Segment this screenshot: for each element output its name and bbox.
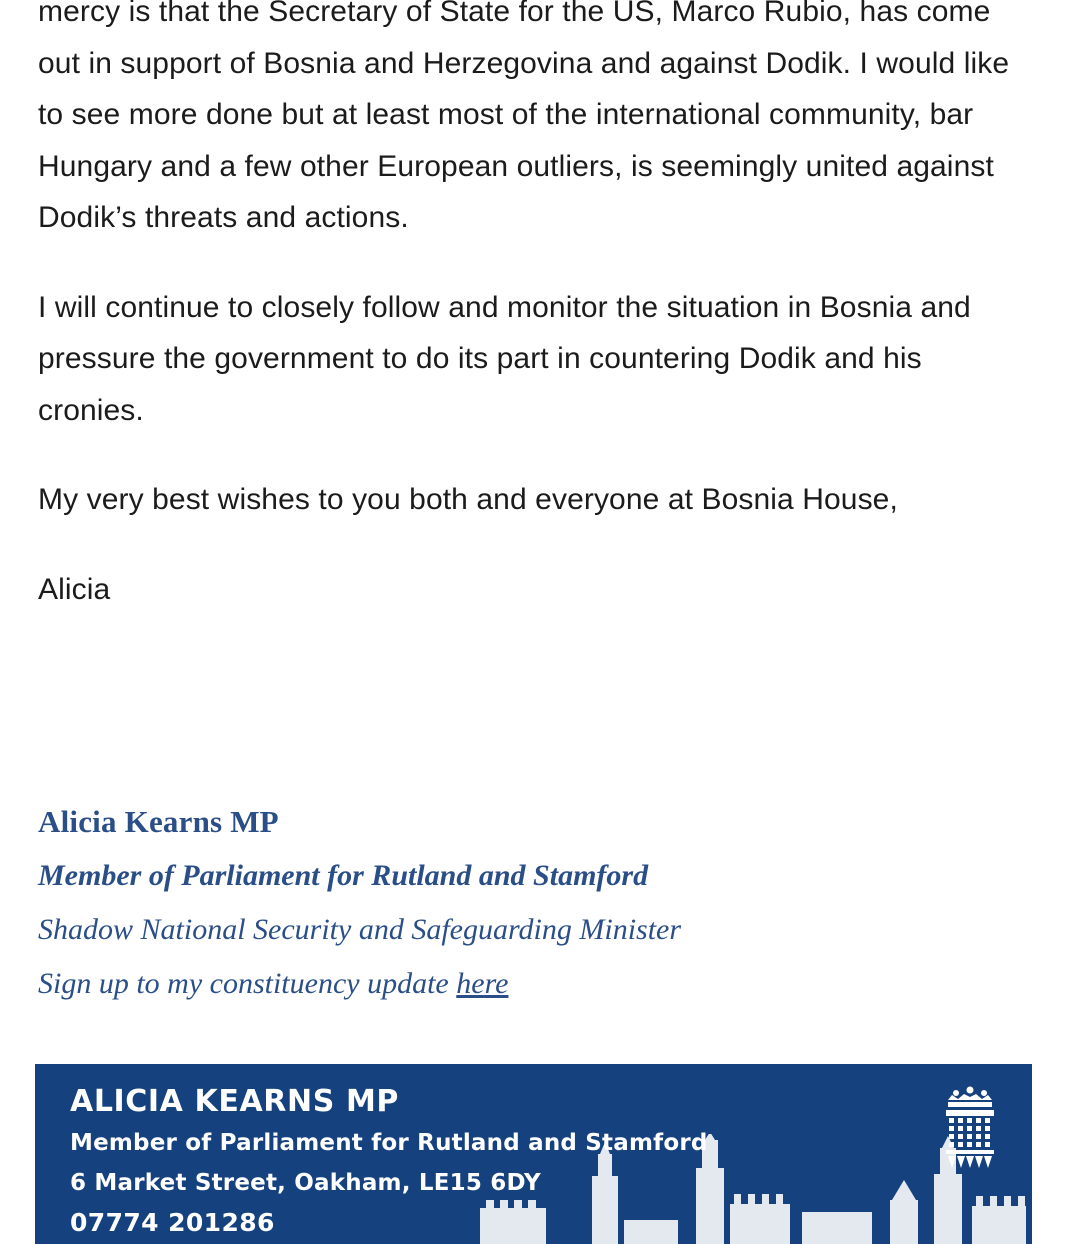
letter-body (38, 0, 1030, 651)
constituency-update-link[interactable]: here (456, 967, 509, 1000)
signature-shadow-role: Shadow National Security and Safeguarding Minister (38, 913, 682, 946)
signature-signup (38, 957, 1038, 1011)
signature-banner (35, 1064, 1032, 1244)
banner-address: 6 Market Street, Oakham, LE15 6DY (70, 1170, 541, 1196)
portcullis-icon (936, 1086, 1004, 1172)
banner-phone: 07774 201286 (70, 1208, 275, 1237)
paragraph-signoff: Alicia (38, 572, 111, 606)
paragraph: mercy is that the Secretary of State for the US, Marco Rubio, has come out in support of Bosnia and Herzegovina and against Dodik. I would like to see more done but at least most of the international community, bar Hungary and a few other European outliers, is seemingly united against Dodik’s threats and actions. (38, 0, 1010, 234)
banner-text-block (70, 1082, 708, 1243)
paragraph: My very best wishes to you both and everyone at Bosnia House, (38, 483, 898, 516)
banner-subtitle: Member of Parliament for Rutland and Stamford (70, 1130, 708, 1156)
signup-text: Sign up to my constituency update (38, 967, 457, 1000)
paragraph: I will continue to closely follow and monitor the situation in Bosnia and pressure the government to do its part in countering Dodik and his cronies. (38, 290, 971, 427)
email-signature (38, 795, 1038, 1011)
banner-title: ALICIA KEARNS MP (70, 1084, 399, 1119)
signature-name: Alicia Kearns MP (38, 804, 279, 839)
signature-role: Member of Parliament for Rutland and Stamford (38, 859, 649, 892)
